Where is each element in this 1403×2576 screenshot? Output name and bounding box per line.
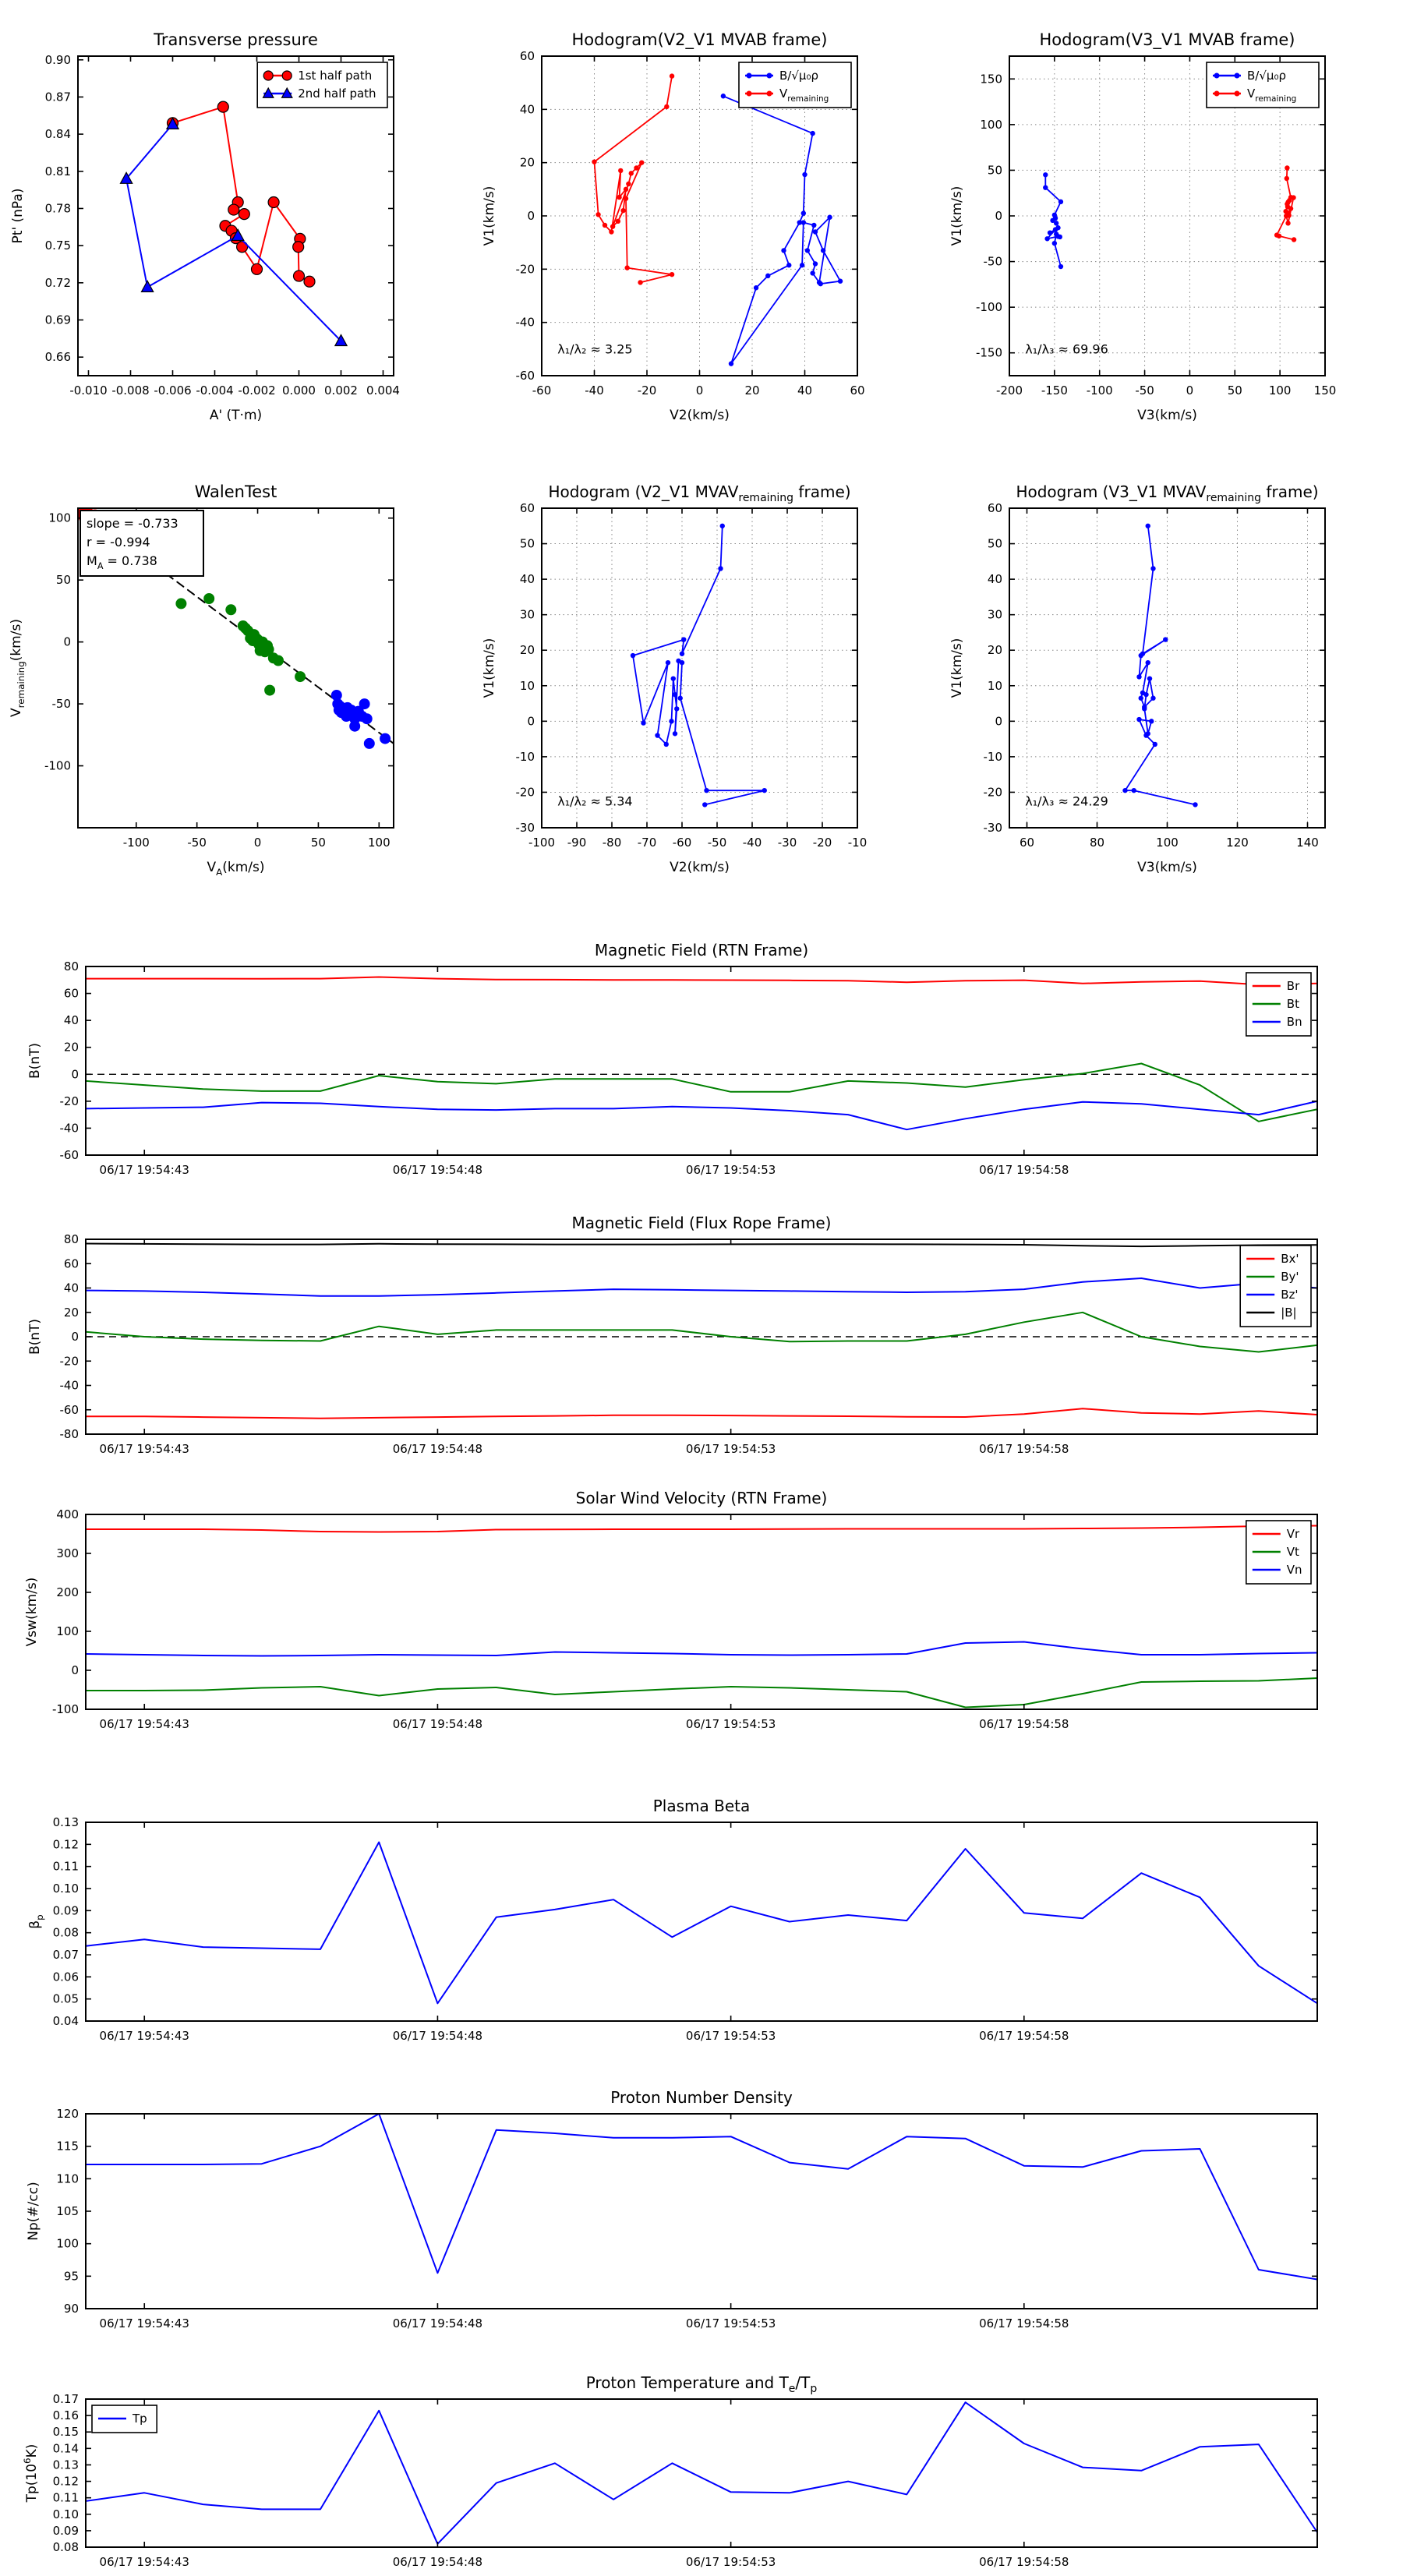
x-tick-label: -40	[585, 383, 604, 398]
y-tick-label: -100	[51, 1702, 79, 1716]
y-tick-label: 30	[987, 607, 1002, 622]
legend-label: Bx'	[1281, 1252, 1299, 1266]
y-tick-label: 60	[63, 1256, 79, 1271]
chart-magnetic-field-rtn	[27, 941, 1317, 1177]
y-tick-label: 0.17	[52, 2392, 79, 2406]
x-tick-label: 06/17 19:54:58	[979, 1163, 1069, 1177]
y-tick-label: 400	[56, 1507, 79, 1521]
x-tick-label: 06/17 19:54:58	[979, 1717, 1069, 1731]
y-tick-label: 0	[995, 714, 1002, 729]
y-tick-label: 30	[519, 607, 535, 622]
x-tick-label: 60	[850, 383, 865, 398]
legend-label: $V_{remaining}$	[779, 87, 829, 104]
y-tick-label: 0.66	[44, 350, 71, 365]
x-tick-label: 06/17 19:54:53	[685, 1163, 776, 1177]
legend	[257, 62, 387, 108]
y-tick-label: 50	[987, 163, 1002, 178]
x-tick-label: 0	[253, 836, 262, 850]
y-tick-label: 40	[519, 102, 535, 117]
svg-text:r = -0.994: r = -0.994	[87, 535, 150, 549]
y-tick-label: 0.13	[52, 1815, 79, 1829]
legend	[1240, 1246, 1311, 1327]
y-tick-label: -10	[515, 749, 535, 764]
chart-title: Hodogram (V3_V1 $MVAV_{remaining}$ frame)	[1016, 482, 1319, 504]
y-tick-label: 40	[63, 1013, 79, 1028]
x-tick-label: 06/17 19:54:48	[392, 2029, 483, 2043]
y-tick-label: -100	[975, 300, 1002, 315]
x-tick-label: -50	[1135, 383, 1154, 398]
chart-hodogram-v2v1-mvab	[482, 30, 865, 423]
y-tick-label: 20	[63, 1305, 79, 1320]
y-tick-label: 0	[527, 209, 535, 223]
x-tick-label: -50	[707, 836, 727, 850]
y-tick-label: 0.08	[52, 2540, 79, 2554]
y-tick-label: 0.69	[44, 313, 71, 327]
y-tick-label: 100	[56, 1624, 79, 1638]
x-tick-label: 06/17 19:54:53	[685, 1442, 776, 1456]
y-tick-label: -40	[59, 1378, 79, 1393]
y-tick-label: 0.72	[44, 275, 71, 290]
y-tick-label: -10	[983, 749, 1002, 764]
y-axis-label: $\beta_p$	[27, 1914, 45, 1929]
x-tick-label: 50	[1227, 383, 1242, 398]
chart-hodogram-v3v1-mvab	[949, 30, 1336, 423]
legend-label: $V_{remaining}$	[1247, 87, 1297, 104]
legend	[1207, 62, 1319, 108]
y-tick-label: 0.11	[52, 1859, 79, 1874]
x-tick-label: 0.000	[282, 383, 316, 398]
x-tick-label: -150	[1041, 383, 1068, 398]
y-tick-label: -40	[515, 315, 535, 330]
x-tick-label: 06/17 19:54:48	[392, 1717, 483, 1731]
x-tick-label: 0	[1186, 383, 1194, 398]
x-tick-label: 60	[1019, 836, 1035, 850]
annotation: λ₁/λ₃ ≈ 69.96	[1025, 341, 1108, 357]
y-tick-label: 60	[519, 501, 535, 515]
chart-title: Solar Wind Velocity (RTN Frame)	[575, 1489, 828, 1507]
chart-title: Transverse pressure	[154, 30, 318, 49]
y-tick-label: 150	[980, 72, 1002, 87]
y-tick-label: 0.14	[52, 2441, 79, 2456]
y-axis-label: V1(km/s)	[949, 186, 965, 246]
x-axis-label: $V_A(km/s)$	[207, 860, 265, 878]
x-tick-label: -70	[637, 836, 657, 850]
x-tick-label: 06/17 19:54:43	[99, 2029, 189, 2043]
x-tick-label: 06/17 19:54:48	[392, 2555, 483, 2569]
y-tick-label: 40	[519, 572, 535, 587]
y-axis-label: $Tp(10^6K)$	[22, 2443, 40, 2503]
y-tick-label: 10	[987, 678, 1002, 693]
y-tick-label: 0.13	[52, 2458, 79, 2472]
legend-label: Vr	[1286, 1527, 1300, 1541]
y-tick-label: -30	[983, 821, 1002, 835]
y-tick-label: 0.12	[52, 2474, 79, 2489]
y-axis-label: Np(#/cc)	[26, 2182, 41, 2241]
x-tick-label: -40	[742, 836, 762, 850]
y-tick-label: -30	[515, 821, 535, 835]
x-tick-label: 06/17 19:54:43	[99, 2316, 189, 2330]
chart-title: Plasma Beta	[652, 1797, 751, 1815]
y-tick-label: -100	[44, 758, 71, 773]
y-tick-label: -150	[975, 345, 1002, 360]
annotation: λ₁/λ₂ ≈ 5.34	[557, 793, 633, 809]
legend	[739, 62, 851, 108]
x-tick-label: -80	[602, 836, 622, 850]
y-tick-label: 40	[987, 572, 1002, 587]
x-tick-label: -60	[672, 836, 692, 850]
y-tick-label: 0.16	[52, 2408, 79, 2423]
y-tick-label: 0	[527, 714, 535, 729]
y-tick-label: 0.10	[52, 2507, 79, 2521]
y-tick-label: 0.08	[52, 1925, 79, 1940]
x-tick-label: 80	[1089, 836, 1105, 850]
legend-label: Bn	[1286, 1015, 1302, 1029]
x-axis-label: A' (T·m)	[209, 408, 263, 423]
y-tick-label: 0.75	[44, 239, 71, 253]
y-tick-label: 100	[56, 2236, 79, 2251]
y-tick-label: 0	[71, 1330, 79, 1344]
y-tick-label: -20	[515, 785, 535, 800]
x-tick-label: 06/17 19:54:48	[392, 1442, 483, 1456]
y-tick-label: 80	[63, 959, 79, 974]
y-tick-label: -40	[59, 1121, 79, 1136]
y-tick-label: 0.87	[44, 90, 71, 104]
y-tick-label: -60	[59, 1148, 79, 1162]
y-axis-label: V1(km/s)	[949, 638, 965, 698]
x-tick-label: 06/17 19:54:43	[99, 1717, 189, 1731]
y-tick-label: -20	[983, 785, 1002, 800]
y-axis-label: B(nT)	[27, 1042, 43, 1080]
x-tick-label: 20	[744, 383, 760, 398]
y-tick-label: 0.09	[52, 1903, 79, 1918]
chart-walen-test	[9, 482, 394, 878]
x-tick-label: -60	[532, 383, 552, 398]
x-tick-label: 06/17 19:54:58	[979, 1442, 1069, 1456]
y-tick-label: -60	[59, 1402, 79, 1417]
y-tick-label: -20	[515, 262, 535, 277]
chart-title: Proton Temperature and $T_e/T_p$	[585, 2373, 818, 2395]
y-tick-label: 0	[995, 209, 1002, 223]
y-tick-label: 0.11	[52, 2490, 79, 2505]
legend	[1246, 1521, 1311, 1584]
annotation: λ₁/λ₃ ≈ 24.29	[1025, 793, 1108, 809]
chart-hodogram-v2v1-mvav	[482, 482, 867, 875]
x-tick-label: 06/17 19:54:43	[99, 1442, 189, 1456]
y-tick-label: 105	[56, 2204, 79, 2218]
y-tick-label: 0	[71, 1067, 79, 1082]
x-tick-label: -200	[995, 383, 1023, 398]
y-tick-label: 120	[56, 2107, 79, 2121]
legend-label: Vn	[1286, 1563, 1302, 1577]
y-tick-label: 0.09	[52, 2523, 79, 2538]
x-tick-label: -30	[777, 836, 797, 850]
y-tick-label: -20	[59, 1094, 79, 1108]
x-tick-label: -100	[528, 836, 556, 850]
y-tick-label: 0.84	[44, 127, 71, 142]
y-tick-label: 50	[55, 573, 71, 588]
x-tick-label: -100	[1086, 383, 1113, 398]
x-tick-label: 06/17 19:54:53	[685, 2316, 776, 2330]
x-tick-label: -0.004	[196, 383, 234, 398]
x-tick-label: 06/17 19:54:48	[392, 1163, 483, 1177]
svg-text:MA​ = 0.738: $M_A = 0.738$	[87, 553, 157, 571]
y-axis-label: Vsw(km/s)	[24, 1577, 40, 1647]
legend	[92, 2405, 157, 2433]
y-tick-label: -50	[983, 254, 1002, 269]
chart-title: Hodogram(V2_V1 MVAB frame)	[571, 30, 828, 49]
x-tick-label: 06/17 19:54:48	[392, 2316, 483, 2330]
y-tick-label: 0.15	[52, 2425, 79, 2440]
chart-title: Magnetic Field (Flux Rope Frame)	[571, 1214, 832, 1232]
chart-solar-wind-velocity	[24, 1489, 1317, 1731]
y-tick-label: 20	[519, 155, 535, 170]
x-tick-label: -0.002	[238, 383, 276, 398]
chart-title: WalenTest	[194, 482, 277, 501]
x-tick-label: -0.006	[154, 383, 192, 398]
x-axis-label: V3(km/s)	[1137, 408, 1197, 423]
legend-label: Bt	[1286, 997, 1299, 1011]
y-axis-label: Pt' (nPa)	[10, 188, 26, 244]
chart-magnetic-field-flux-rope	[27, 1214, 1317, 1456]
y-tick-label: -80	[59, 1427, 79, 1441]
y-tick-label: 100	[48, 511, 71, 525]
y-tick-label: 115	[56, 2139, 79, 2154]
y-axis-label: B(nT)	[27, 1318, 43, 1355]
legend-label: B/√μ₀ρ	[779, 69, 818, 83]
y-tick-label: 0.04	[52, 2014, 79, 2028]
x-tick-label: 120	[1226, 836, 1249, 850]
chart-plasma-beta	[27, 1797, 1317, 2043]
x-tick-label: 06/17 19:54:53	[685, 1717, 776, 1731]
x-tick-label: -0.008	[111, 383, 150, 398]
y-tick-label: 0.06	[52, 1970, 79, 1984]
x-axis-label: V2(km/s)	[670, 408, 730, 423]
x-tick-label: 50	[310, 836, 326, 850]
y-tick-label: 60	[519, 49, 535, 63]
chart-hodogram-v3v1-mvav	[949, 482, 1325, 875]
x-axis-label: V3(km/s)	[1137, 860, 1197, 875]
y-tick-label: 60	[987, 501, 1002, 515]
legend-label: Tp	[133, 2412, 147, 2426]
svg-text:slope = -0.733: slope = -0.733	[87, 516, 178, 531]
y-tick-label: 0.10	[52, 1882, 79, 1896]
y-tick-label: 50	[519, 536, 535, 551]
y-tick-label: -60	[515, 369, 535, 383]
x-tick-label: 06/17 19:54:58	[979, 2316, 1069, 2330]
chart-proton-number-density	[26, 2088, 1317, 2330]
y-tick-label: -20	[59, 1354, 79, 1369]
x-tick-label: 100	[1156, 836, 1179, 850]
y-tick-label: 0.81	[44, 164, 71, 178]
y-tick-label: -50	[51, 697, 71, 712]
legend-label: 1st half path	[298, 69, 373, 83]
chart-transverse-pressure	[10, 30, 400, 423]
x-tick-label: 0	[695, 383, 704, 398]
stats-box	[80, 511, 203, 576]
y-tick-label: 200	[56, 1585, 79, 1599]
chart-title: Hodogram (V2_V1 $MVAV_{remaining}$ frame)	[548, 482, 851, 504]
legend-label: By'	[1281, 1270, 1299, 1284]
x-tick-label: 40	[797, 383, 813, 398]
x-tick-label: 06/17 19:54:58	[979, 2555, 1069, 2569]
y-tick-label: 0	[63, 634, 71, 649]
x-axis-label: V2(km/s)	[670, 860, 730, 875]
legend-label: Vt	[1286, 1545, 1299, 1559]
y-axis-label: V1(km/s)	[482, 638, 497, 698]
y-tick-label: 0.90	[44, 52, 71, 67]
annotation: λ₁/λ₂ ≈ 3.25	[557, 341, 633, 357]
y-tick-label: 0.12	[52, 1837, 79, 1852]
x-tick-label: -20	[637, 383, 657, 398]
chart-title: Hodogram(V3_V1 MVAB frame)	[1039, 30, 1295, 49]
y-tick-label: 80	[63, 1232, 79, 1246]
x-tick-label: 06/17 19:54:43	[99, 1163, 189, 1177]
legend-label: Br	[1286, 979, 1300, 993]
x-tick-label: 100	[1268, 383, 1292, 398]
y-tick-label: 10	[519, 678, 535, 693]
x-tick-label: 0.004	[366, 383, 400, 398]
y-tick-label: 0.07	[52, 1948, 79, 1962]
chart-title: Magnetic Field (RTN Frame)	[594, 941, 809, 959]
x-tick-label: 06/17 19:54:53	[685, 2029, 776, 2043]
legend-label: B/√μ₀ρ	[1247, 69, 1286, 83]
x-tick-label: 0.002	[324, 383, 358, 398]
x-tick-label: -20	[812, 836, 832, 850]
chart-proton-temperature	[22, 2373, 1317, 2569]
y-tick-label: 300	[56, 1546, 79, 1560]
y-tick-label: 20	[63, 1040, 79, 1055]
y-axis-label: $V_{remaining}(km/s)$	[9, 619, 27, 717]
y-tick-label: 100	[980, 117, 1002, 132]
x-tick-label: -50	[187, 836, 207, 850]
x-tick-label: -10	[847, 836, 868, 850]
y-tick-label: 95	[63, 2269, 79, 2284]
y-tick-label: 20	[987, 643, 1002, 658]
x-tick-label: 06/17 19:54:58	[979, 2029, 1069, 2043]
x-tick-label: -100	[122, 836, 150, 850]
y-tick-label: 0	[71, 1663, 79, 1677]
chart-title: Proton Number Density	[610, 2088, 793, 2107]
x-tick-label: 100	[367, 836, 391, 850]
x-tick-label: -0.010	[69, 383, 108, 398]
legend-label: 2nd half path	[298, 87, 376, 101]
x-tick-label: 150	[1313, 383, 1337, 398]
y-tick-label: 110	[56, 2171, 79, 2186]
legend-label: Bz'	[1281, 1288, 1299, 1302]
y-tick-label: 20	[519, 643, 535, 658]
y-tick-label: 50	[987, 536, 1002, 551]
y-tick-label: 60	[63, 986, 79, 1001]
y-tick-label: 0.78	[44, 201, 71, 216]
legend	[1246, 973, 1311, 1036]
x-tick-label: 06/17 19:54:53	[685, 2555, 776, 2569]
y-tick-label: 40	[63, 1281, 79, 1295]
y-tick-label: 90	[63, 2302, 79, 2316]
x-tick-label: 140	[1296, 836, 1319, 850]
legend-label: |B|	[1281, 1306, 1297, 1320]
x-tick-label: 06/17 19:54:43	[99, 2555, 189, 2569]
y-axis-label: V1(km/s)	[482, 186, 497, 246]
x-tick-label: -90	[567, 836, 587, 850]
y-tick-label: 0.05	[52, 1991, 79, 2006]
